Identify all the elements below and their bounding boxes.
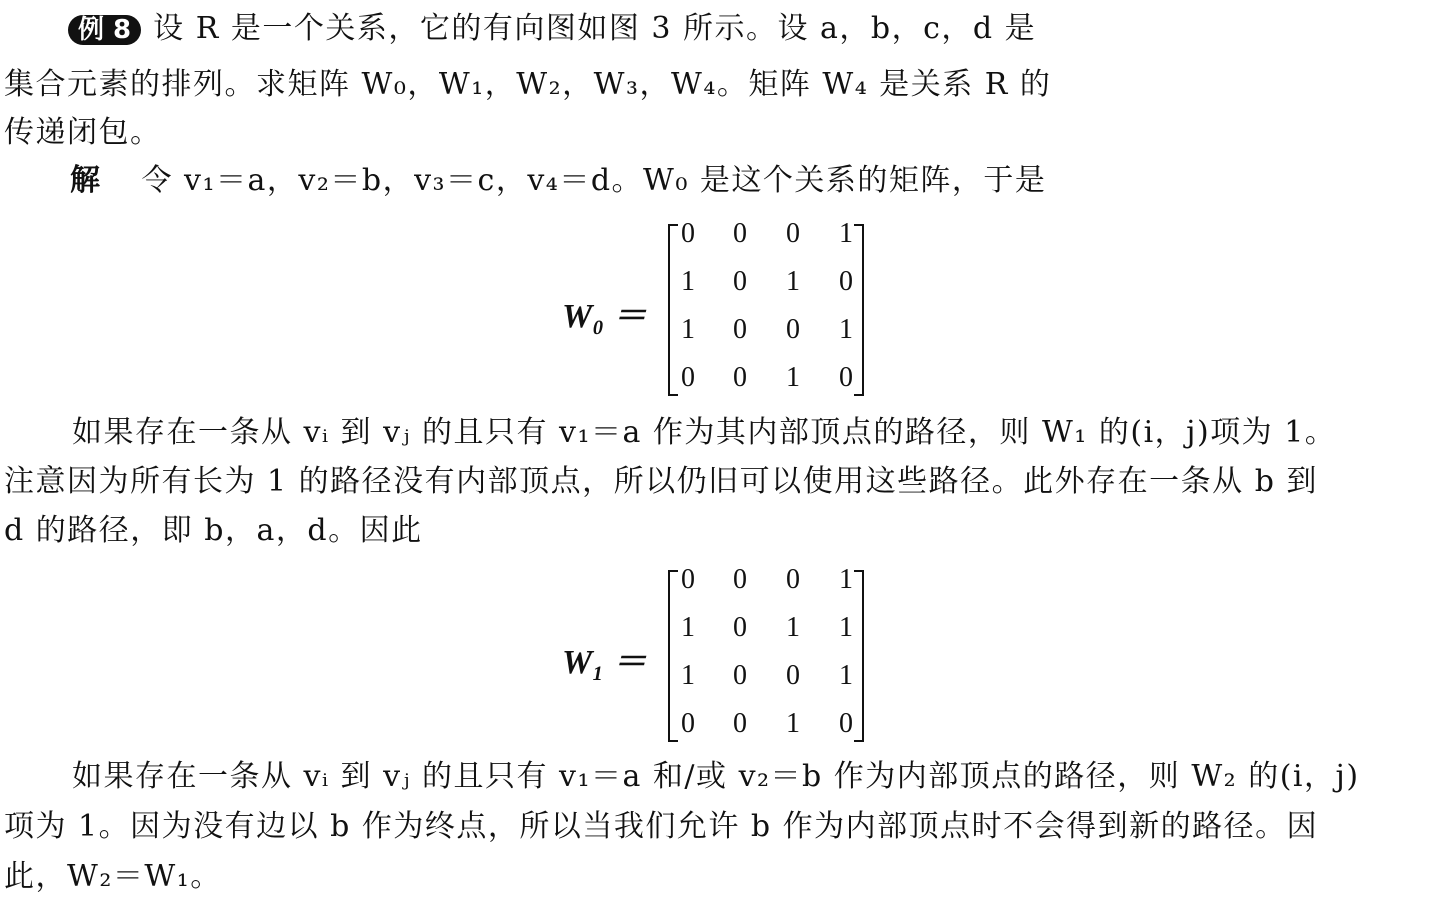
solution-label: 解 [70, 163, 102, 198]
left-bracket [668, 570, 678, 742]
para1-line-2: 注意因为所有长为 1 的路径没有内部顶点，所以仍旧可以使用这些路径。此外存在一条从 b 到 [4, 464, 1318, 499]
solution-text-1: 令 v₁＝a，v₂＝b，v₃＝c，v₄＝d。W₀ 是这个关系的矩阵，于是 [141, 163, 1047, 198]
matrix-cell: 0 [733, 218, 747, 249]
matrix-cell: 0 [839, 362, 853, 393]
matrix-cell: 0 [839, 266, 853, 297]
matrix-cell: 0 [681, 708, 695, 739]
matrix-cell: 1 [839, 564, 853, 595]
para1-line-3: d 的路径，即 b，a，d。因此 [4, 513, 423, 548]
matrix-cell: 1 [681, 266, 695, 297]
matrix-cell: 1 [786, 612, 800, 643]
matrix-cell: 0 [733, 708, 747, 739]
matrix-cell: 1 [681, 314, 695, 345]
example-line-2: 集合元素的排列。求矩阵 W₀，W₁，W₂，W₃，W₄。矩阵 W₄ 是关系 R 的 [4, 67, 1052, 102]
matrix-cell: 1 [786, 708, 800, 739]
matrix-cell: 1 [786, 266, 800, 297]
example-badge: 例 8 [68, 15, 141, 45]
matrix-cell: 1 [839, 612, 853, 643]
para2-line-1: 如果存在一条从 vᵢ 到 vⱼ 的且只有 v₁＝a 和/或 v₂＝b 作为内部顶点的路径，则 W₂ 的(i，j) [72, 759, 1360, 794]
matrix-w0 [668, 218, 864, 393]
left-bracket [668, 224, 678, 396]
matrix-cell: 0 [733, 266, 747, 297]
example-line-1 [68, 11, 1037, 46]
solution-line-1 [70, 163, 1047, 198]
matrix-cell: 0 [733, 564, 747, 595]
matrix-cell: 0 [786, 218, 800, 249]
matrix-cell: 1 [839, 314, 853, 345]
matrix-cell: 0 [733, 362, 747, 393]
matrix-w0-label: W₀ ＝ [562, 298, 647, 335]
matrix-cell: 1 [681, 612, 695, 643]
matrix-w1 [668, 564, 864, 739]
matrix-w1-label: W₁ ＝ [562, 644, 647, 681]
para2-line-2: 项为 1。因为没有边以 b 作为终点，所以当我们允许 b 作为内部顶点时不会得到新的路径。因 [4, 809, 1319, 844]
matrix-cell: 0 [786, 660, 800, 691]
matrix-cell: 0 [733, 314, 747, 345]
matrix-cell: 1 [786, 362, 800, 393]
example-text-1: 设 R 是一个关系，它的有向图如图 3 所示。设 a，b，c，d 是 [153, 11, 1037, 46]
para1-line-1: 如果存在一条从 vᵢ 到 vⱼ 的且只有 v₁＝a 作为其内部顶点的路径，则 W₁ 的(i，j)项为 1。 [72, 415, 1337, 450]
matrix-cell: 1 [839, 660, 853, 691]
matrix-cell: 0 [733, 660, 747, 691]
matrix-cell: 0 [733, 612, 747, 643]
matrix-cell: 0 [839, 708, 853, 739]
matrix-cell: 0 [786, 564, 800, 595]
para2-line-3: 此，W₂＝W₁。 [4, 859, 222, 894]
matrix-cell: 0 [681, 362, 695, 393]
matrix-cell: 0 [681, 564, 695, 595]
matrix-cell: 0 [786, 314, 800, 345]
example-line-3: 传递闭包。 [4, 115, 162, 150]
matrix-cell: 0 [681, 218, 695, 249]
matrix-cell: 1 [681, 660, 695, 691]
matrix-cell: 1 [839, 218, 853, 249]
